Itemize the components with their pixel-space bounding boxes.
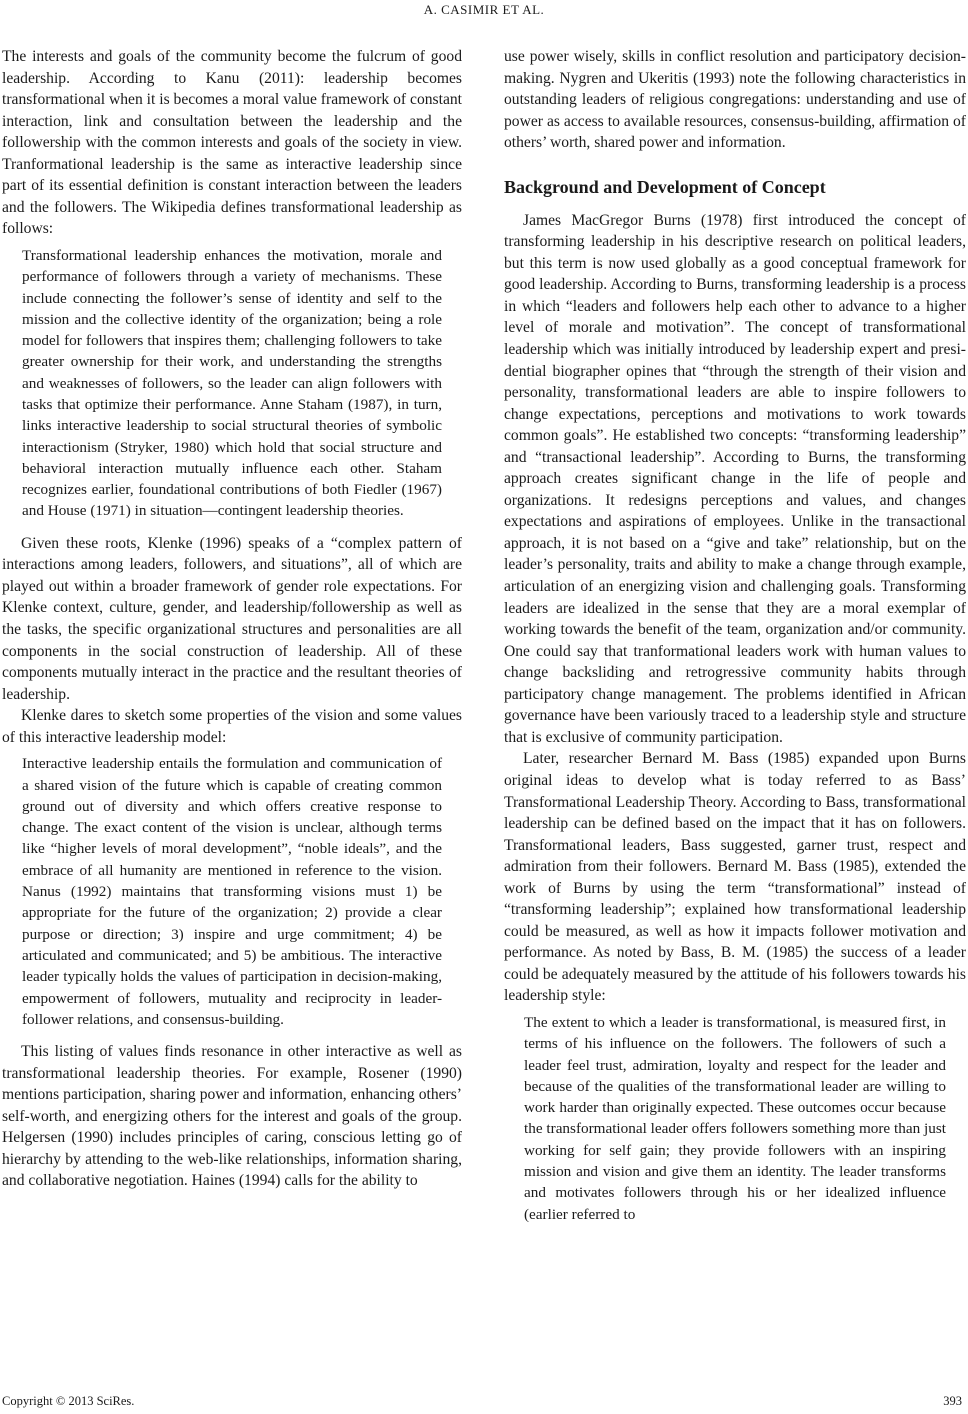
paragraph: Later, researcher Bernard M. Bass (1985) expanded upon Burns original ideas to develop what is today referred to as Bass’ Transformational Leadership Theory. According to Bass, transformational leadership can be defined based on the impact that it has on followers. Transformational leaders, Bass suggested, garner trust, respect and admiration from their followers. Bernard M. Bass (1985), extended the work of Burns by using the term “transformational” instead of “transforming leadership”; explained how transformational leadership could be measured, as well as how it impacts follower motivation and performance. As noted by Bass, B. M. (1985) the success of a leader could be adequately measured by the attitude of his followers towards his leadership style: [504, 750, 966, 1005]
section-heading: Background and Development of Concept [504, 176, 826, 197]
paragraph: The interests and goals of the community become the fulcrum of good leadership. According to Kanu (2011): leadership becomes transformational when it is becomes a moral value framework of constant interaction, link and consultation between the leadership and the followership with the common interests and goals of the society in view. Tranformational leadership is the same as interactive leadership since part of its essential definition is constant interaction between the leaders and the followers. The Wikipedia defines transformational leadership as follows: [2, 48, 462, 238]
block-quote [524, 1012, 946, 1225]
block-quote [22, 753, 442, 1030]
paragraph: This listing of values finds resonance in other interactive as well as transformational leadership theories. For example, Rosener (1990) mentions participation, sharing power and information, enhancing others’ self-worth, and energizing others for the interest and goals of the group. Helgersen (1990) includes principles of caring, conscious letting go of hierarchy by attending to the web-like relationships, information sharing, and collaborative negotiation. Haines (1994) calls for the ability to [2, 1043, 462, 1190]
right-column [504, 46, 966, 1236]
quote-text: Interactive leadership entails the formulation and communication of a shared vision of the future which is capable of creating common ground out of diversity and which offers creative response to change. The exact content of the vision is unclear, although terms like “higher levels of moral development”, “noble ideals”, and the embrace of all humanity are mentioned in reference to the vision. Nanus (1992) maintains that transforming visions must 1) be appropriate for the future of the organization; 2) provide a clear purpose or direction; 3) inspire and urge commitment; 4) be articulated and communicated; and 5) be ambitious. The interactive leader typically holds the values of participation in decision-making, empowerment of followers, mutuality and reciprocity in leader-follower relations, and consensus-building. [22, 755, 442, 1028]
running-head: A. CASIMIR ET AL. [423, 2, 545, 17]
left-column [2, 46, 462, 1192]
block-quote [22, 245, 442, 522]
page-number: 393 [943, 1394, 962, 1408]
paragraph: James MacGregor Burns (1978) first introduced the concept of transforming leadership in his descriptive research on political leaders, but this term is now used globally as a good conceptual framework for good leadership. According to Burns, transforming leadership is a process in which “leaders and followers help each other to advance to a higher level of morale and motivation”. The concept of transformational leadership which was initially introduced by leadership expert and presidential biographer opines that “through the strength of their vision and personality, transformational leaders are able to inspire followers to change expectations, perceptions and motivations to work towards common goals”. He established two concepts: “transforming leadership” and “transactional leadership”. According to Burns, the transforming approach creates significant change in the life of people and organizations. It redesigns perceptions and values, and changes expectations and aspirations of employees. Unlike in the transactional approach, it is not based on a “give and take” relationship, but on the leader’s personality, traits and ability to make a change through example, articulation of an energizing vision and challenging goals. Transforming leaders are idealized in the sense that they are a moral exemplar of working towards the benefit of the team, organization and/or community. One could say that tranformational leaders work with human values to change backsliding and retrogressive community habits through participatory change management. The problems identified in African governance have been variously traced to a leadership style and structure that is exclusive of community participation. [504, 211, 966, 746]
quote-text: The extent to which a leader is transformational, is measured first, in terms of his influence on the followers. The followers of such a leader feel trust, admiration, loyalty and respect for the leader and because of the qualities of the transformational leader are willing to work harder than originally expected. These outcomes occur because the transformational leader offers followers something more than just working for self gain; they provide followers with an inspiring mission and vision and give them an identity. The leader transforms and motivates followers through his or her idealized influence (earlier referred to [524, 1013, 946, 1223]
copyright-footer: Copyright © 2013 SciRes. [2, 1394, 135, 1408]
quote-text: Transformational leadership enhances the motivation, morale and performance of followers through a variety of mechanisms. These include connecting the follower’s sense of identity and self to the mission and the collective identity of the organization; being a role model for followers that inspires them; challenging followers to take greater ownership for their work, and understanding the strengths and weaknesses of followers, so the leader can align followers with tasks that optimize their performance. Anne Staham (1987), in turn, links interactive leadership to social structural theories of symbolic interactionism (Stryker, 1980) which hold that social structure and behavioral interaction mutually influence each other. Staham recognizes earlier, foundational contributions of both Fiedler (1967) and House (1971) in situation—contingent leadership theories. [22, 246, 442, 520]
paragraph: use power wisely, skills in conflict resolution and participatory decision-making. Nygren and Ukeritis (1993) note the following characteristics in outstanding leaders of religious congregations: understanding and use of power as access to available resources, consensus-building, affirmation of others’ worth, shared power and information. [504, 48, 966, 152]
paragraph: Given these roots, Klenke (1996) speaks of a “complex pattern of interactions among leaders, followers, and situations”, all of which are played out within a broader framework of gender role expectations. For Klenke context, culture, gender, and leadership/followership as well as the tasks, the specific organizational structures and personalities are all components in the social construction of leadership. All of these components mutually interact in the practice and the resultant theories of leadership. [2, 534, 462, 703]
paragraph: Klenke dares to sketch some properties of the vision and some values of this interactive leadership model: [2, 707, 462, 746]
